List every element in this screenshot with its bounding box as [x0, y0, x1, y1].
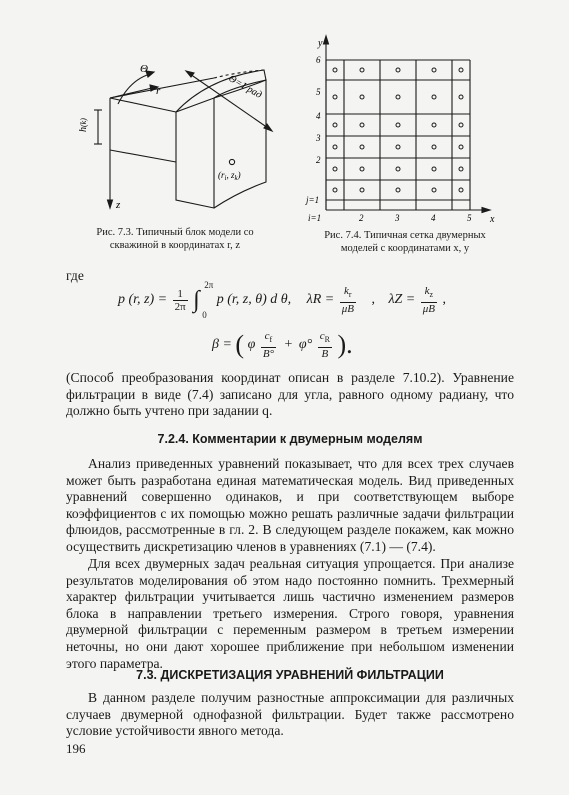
h-label: h(k) — [78, 118, 89, 132]
grid-node — [459, 167, 463, 171]
r-label: r — [156, 85, 161, 97]
figure-7-4-caption: Рис. 7.4. Типичная сетка двумерных моделей с координатами x, y — [324, 230, 486, 254]
grid-node — [360, 167, 364, 171]
theta-label: Θ — [140, 63, 148, 75]
formula-averaging: p (r, z) = $\frac{1}{2\pi}$ ∫ 2π 0 p (r, z, θ) d θ, λR = $\frac{k_r}{\mu B}$ , λZ = $\frac{k_z}{\mu B}$ , — [118, 280, 446, 320]
j-label-1: j=1 — [306, 195, 320, 205]
j-label-4: 4 — [316, 111, 321, 121]
i-label-5: 5 — [467, 213, 472, 223]
grid-node — [396, 145, 400, 149]
grid-figure — [302, 34, 502, 224]
grid-node — [360, 68, 364, 72]
grid-node — [333, 167, 337, 171]
grid-node — [333, 123, 337, 127]
i-label-4: 4 — [431, 213, 436, 223]
grid-node — [432, 123, 436, 127]
grid-node — [360, 145, 364, 149]
paragraph-two-dimensional: Для всех двумерных задач реальная ситуация упрощается. При анализе результатов моделирования об этом надо постоянно помнить. Трехмерный характер фильтрации учитывается лишь частично изменением размеров блока в направлении третьего измерения. Строго говоря, уравнения двумерной фильтрации с переменным размером в третьем измерении неточны, но они дают хорошее приближение при небольшом изменении этого параметра. — [66, 556, 514, 671]
grid-node — [396, 123, 400, 127]
j-label-6: 6 — [316, 55, 321, 65]
grid-node — [459, 68, 463, 72]
grid-node — [360, 188, 364, 192]
grid-node — [432, 188, 436, 192]
grid-node — [432, 145, 436, 149]
page-number: 196 — [66, 741, 86, 756]
i-label-3: 3 — [395, 213, 400, 223]
grid-node — [459, 188, 463, 192]
angle-label: Θ=1 рад — [226, 73, 264, 101]
block-model-figure — [78, 52, 278, 220]
section-heading-7-3: 7.3. ДИСКРЕТИЗАЦИЯ УРАВНЕНИЙ ФИЛЬТРАЦИИ — [136, 668, 444, 682]
grid-node — [360, 95, 364, 99]
grid-node — [459, 145, 463, 149]
formula-beta: β = ( φ $\frac{c_f}{B^\circ}$ + φ° $\frac{c_R}{B}$ ). — [212, 330, 353, 360]
i-label-2: 2 — [359, 213, 364, 223]
i-label-1: i=1 — [308, 213, 322, 223]
grid-node — [459, 123, 463, 127]
grid-node — [333, 68, 337, 72]
paragraph-discretization: В данном разделе получим разностные аппроксимации для различных случаев двумерной однофазной фильтрации. Будет также рассмотрено условие устойчивости явного метода. — [66, 690, 514, 739]
grid-node — [396, 68, 400, 72]
grid-node — [333, 188, 337, 192]
grid-node — [432, 68, 436, 72]
paragraph-coordinate-note: (Способ преобразования координат описан в разделе 7.10.2). Уравнение фильтрации в виде (7.4) записано для угла, равного одному радиану, что должно быть учтено при задании q. — [66, 370, 514, 419]
where-word: где — [66, 268, 84, 283]
grid-node — [396, 95, 400, 99]
j-label-3: 3 — [316, 133, 321, 143]
node-label: ($r_i$, $z_k$) — [218, 170, 241, 182]
grid-node — [459, 95, 463, 99]
j-label-5: 5 — [316, 87, 321, 97]
y-axis-label: y — [318, 38, 323, 49]
grid-node — [396, 188, 400, 192]
figure-7-3-caption: Рис. 7.3. Типичный блок модели со скважиной в координатах r, z — [96, 227, 254, 251]
grid-node — [333, 145, 337, 149]
section-heading-7-2-4: 7.2.4. Комментарии к двумерным моделям — [157, 432, 423, 446]
grid-node — [432, 95, 436, 99]
paragraph-analysis: Анализ приведенных уравнений показывает, что для всех трех случаев может быть разработана единая математическая модель. Вид приведенных уравнений совершенно одинаков, и при соответствующем выборе коэффициентов с их помощью можно решать различные задачи фильтрации флюидов, рассмотренные в гл. 2. В следующем разделе покажем, как можно осуществить дискретизацию членов в уравнениях (7.1) — (7.4). — [66, 456, 514, 554]
j-label-2: 2 — [316, 155, 321, 165]
x-axis-label: x — [490, 214, 495, 224]
grid-node — [360, 123, 364, 127]
grid-node — [333, 95, 337, 99]
grid-node — [396, 167, 400, 171]
z-label: z — [116, 199, 121, 211]
grid-node — [432, 167, 436, 171]
